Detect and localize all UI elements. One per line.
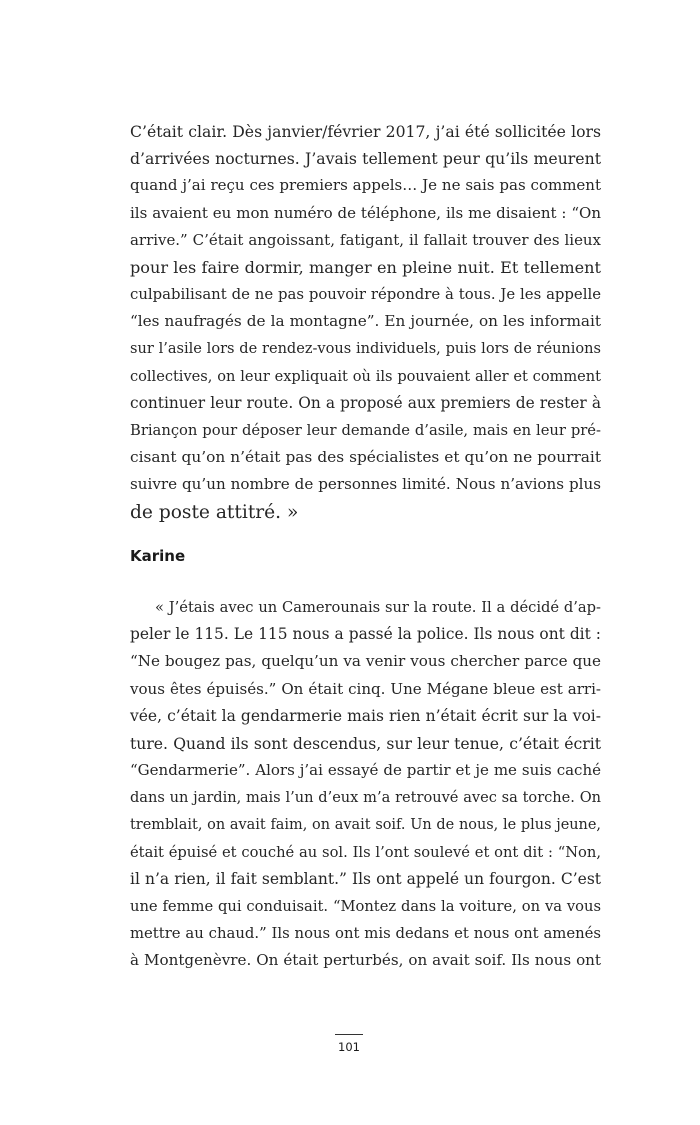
text-line: « J’étais avec un Camerounais sur la route. Il a décidé d’ap- [155,599,601,616]
text-line: cisant qu’on n’était pas des spécialistes et qu’on ne pourrait [130,448,601,467]
text-line: peler le 115. Le 115 nous a passé la police. Ils nous ont dit : [130,625,601,644]
text-line: il n’a rien, il fait semblant.” Ils ont appelé un fourgon. C’est [130,869,601,888]
page-number: 101 [338,1040,360,1054]
text-line: “Ne bougez pas, quelqu’un va venir vous chercher parce que [130,652,601,671]
text-line: “Gendarmerie”. Alors j’ai essayé de partir et je me suis caché [130,761,601,780]
text-line: vous êtes épuisés.” On était cinq. Une Mégane bleue est arri- [130,679,601,698]
text-line: suivre qu’un nombre de personnes limité. Nous n’avions plus [130,475,601,494]
text-line: collectives, on leur expliquait où ils pouvaient aller et comment [130,367,601,385]
text-line: de poste attitré. » [130,501,299,523]
text-line: mettre au chaud.” Ils nous ont mis dedans et nous ont amenés [130,925,601,943]
text-line: arrive.” C’était angoissant, fatigant, il fallait trouver des lieux [130,230,601,249]
text-line: “les naufragés de la montagne”. En journée, on les informait [130,312,601,331]
text-line: culpabilisant de ne pas pouvoir répondre à tous. Je les appelle [130,285,601,304]
text-line: C’était clair. Dès janvier/février 2017, j’ai été sollicitée lors [130,122,601,141]
text-line: sur l’asile lors de rendez-vous individuels, puis lors de réunions [130,340,601,357]
paragraph-karine-testimony [130,118,601,526]
text-line: Briançon pour déposer leur demande d’asile, mais en leur pré- [130,422,601,440]
text-line: pour les faire dormir, manger en pleine nuit. Et tellement [130,257,601,277]
text-line: quand j’ai reçu ces premiers appels… Je ne sais pas comment [130,176,601,195]
text-line: tremblait, on avait faim, on avait soif. Un de nous, le plus jeune, [130,816,601,833]
text-line: une femme qui conduisait. “Montez dans la voiture, on va vous [130,898,601,916]
text-line: vée, c’était la gendarmerie mais rien n’était écrit sur la voi- [130,706,601,725]
page-number-rule [335,1034,363,1035]
text-line: ils avaient eu mon numéro de téléphone, ils me disaient : “On [130,203,601,222]
text-line: était épuisé et couché au sol. Ils l’ont soulevé et ont dit : “Non, [130,843,601,861]
paragraph-cameroonian-testimony [130,594,601,975]
text-line: à Montgenèvre. On était perturbés, on avait soif. Ils nous ont [130,951,601,970]
text-line: d’arrivées nocturnes. J’avais tellement peur qu’ils meurent [130,149,601,169]
author-attribution: Karine [130,547,186,565]
text-line: continuer leur route. On a proposé aux premiers de rester à [130,393,601,412]
text-line: ture. Quand ils sont descendus, sur leur tenue, c’était écrit [130,733,601,753]
text-line: dans un jardin, mais l’un d’eux m’a retrouvé avec sa torche. On [130,789,601,807]
